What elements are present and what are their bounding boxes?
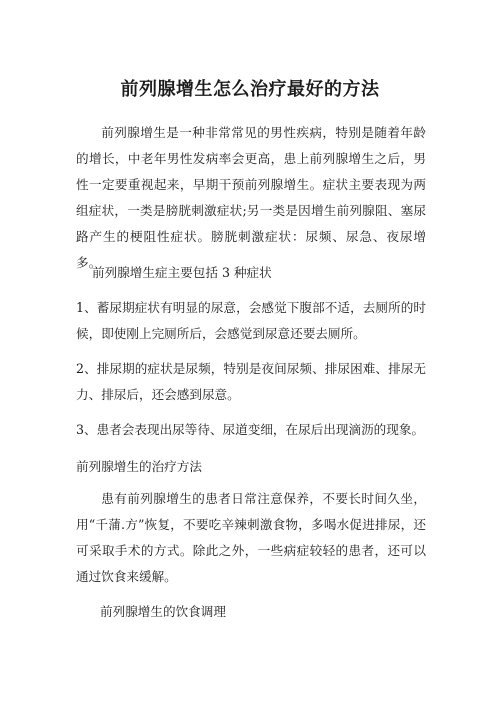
treatment-heading: 前列腺增生的治疗方法 [76, 459, 202, 474]
diet-heading: 前列腺增生的饮食调理 [100, 604, 226, 619]
symptom-item-3: 3、患者会表现出尿等待、尿道变细，在尿后出现滴沥的现象。 [76, 422, 425, 437]
symptom-item-1: 1、蓄尿期症状有明显的尿意，会感觉下腹部不适，去厕所的时候，即使刚上完厕所后，会感觉到尿意还要去厕所。 [76, 300, 426, 341]
document-title: 前列腺增生怎么治疗最好的方法 [120, 79, 380, 100]
treatment-paragraph: 患有前列腺增生的患者日常注意保养，不要长时间久坐，用“千蒲.方”恢复，不要吃辛辣刺激食物，多喝水促进排尿，还可采取手术的方式。除此之外，一些病症较轻的患者，还可以通过饮食来缓解。 [76, 491, 426, 584]
intro-paragraph: 前列腺增生是一种非常常见的男性疾病，特别是随着年龄的增长，中老年男性发病率会更高，患上前列腺增生之后，男性一定要重视起来，早期干预前列腺增生。症状主要表现为两组症状，一类是膀胱刺激症状;另一类是因增生前列腺阻、塞尿路产生的梗阻性症状。膀胱刺激症状：尿频、尿急、夜尿增多。 [76, 125, 426, 270]
symptoms-heading: 前列腺增生症主要包括 3 种症状 [92, 265, 272, 280]
symptom-item-2: 2、排尿期的症状是尿频，特别是夜间尿频、排尿困难、排尿无力、排尿后，还会感到尿意。 [76, 361, 426, 402]
